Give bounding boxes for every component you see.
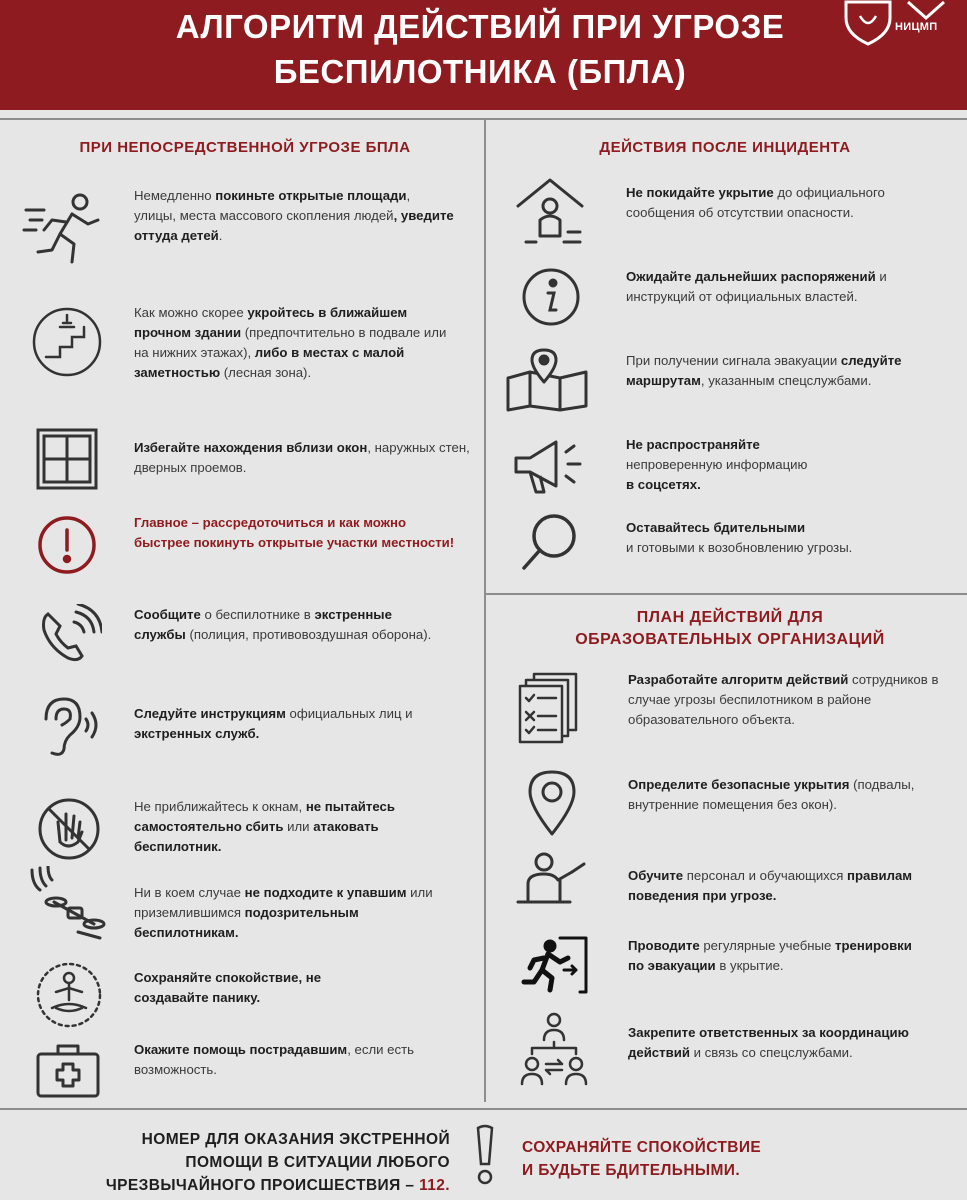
logo-text: НИЦМП [895, 21, 938, 33]
left-item-6-text: Следуйте инструкциям официальных лиц и экстренных служб. [134, 706, 413, 741]
education-title-line-2: ОБРАЗОВАТЕЛЬНЫХ ОРГАНИЗАЦИЙ [575, 631, 885, 648]
coordination-icon [518, 1010, 590, 1090]
no-hand-icon [36, 796, 102, 862]
fallen-drone-icon [28, 866, 110, 942]
first-aid-icon [36, 1042, 100, 1098]
section-title-after-incident: ДЕЙСТВИЯ ПОСЛЕ ИНЦИДЕНТА [599, 139, 851, 156]
footer-left-line-3: ЧРЕЗВЫЧАЙНОГО ПРОИСШЕСТВИЯ – 112. [105, 1177, 450, 1194]
right-bottom-item-4-text: Проводите регулярные учебные тренировки по эвакуации в укрытие. [628, 938, 912, 973]
right-top-item-5-text: Оставайтесь бдительными и готовыми к возобновлению угрозы. [626, 520, 853, 555]
footer-left-line-2: ПОМОЩИ В СИТУАЦИИ ЛЮБОГО [185, 1154, 450, 1171]
shelter-stairs-icon [30, 305, 104, 379]
footer-right-line-1: СОХРАНЯЙТЕ СПОКОЙСТВИЕ [522, 1139, 762, 1156]
left-item-9-text: Сохраняйте спокойствие, не создавайте панику. [134, 970, 322, 1005]
exclamation-icon [472, 1124, 498, 1186]
left-item-3-text: Избегайте нахождения вблизи окон, наружных стен, дверных проемов. [134, 440, 470, 475]
magnifier-icon [520, 510, 580, 574]
right-top-item-2-text: Ожидайте дальнейших распоряжений и инструкций от официальных властей. [626, 269, 887, 304]
left-item-1-text: Немедленно покиньте открытые площади, улицы, места массового скопления людей, уведите оттуда детей. [134, 188, 454, 243]
stay-calm-text [522, 1136, 761, 1182]
section-title-education-plan [500, 607, 960, 651]
left-item-7-text: Не приближайтесь к окнам, не пытайтесь самостоятельно сбить или атаковать беспилотник. [134, 799, 395, 854]
right-top-item-3-text: При получении сигнала эвакуации следуйте маршрутам, указанным спецслужбами. [626, 353, 902, 388]
right-top-item-1-text: Не покидайте укрытие до официального сообщения об отсутствии опасности. [626, 185, 885, 220]
info-icon [520, 266, 582, 328]
map-pin-icon [504, 348, 590, 412]
footer-right-line-2: И БУДЬТЕ БДИТЕЛЬНЫМИ. [522, 1162, 741, 1179]
page-title [110, 4, 850, 94]
right-bottom-item-2-text: Определите безопасные укрытия (подвалы, внутренние помещения без окон). [628, 777, 915, 812]
left-item-8-text: Ни в коем случае не подходите к упавшим или приземлившимся подозрительным беспилотникам. [134, 885, 433, 940]
location-icon [524, 768, 580, 838]
footer-left-line-1: НОМЕР ДЛЯ ОКАЗАНИЯ ЭКСТРЕННОЙ [141, 1131, 450, 1148]
checklist-icon [518, 670, 580, 746]
teacher-icon [514, 850, 588, 918]
shelter-person-icon [514, 176, 586, 248]
title-line-1: АЛГОРИТМ ДЕЙСТВИЙ ПРИ УГРОЗЕ [175, 8, 785, 45]
right-bottom-item-3-text: Обучите персонал и обучающихся правилам поведения при угрозе. [628, 868, 913, 903]
footer-divider [0, 1108, 967, 1110]
phone-icon [36, 604, 102, 666]
emergency-number-text [0, 1128, 450, 1197]
exit-icon [520, 936, 590, 996]
header-banner [0, 0, 967, 110]
title-line-2: БЕСПИЛОТНИКА (БПЛА) [273, 53, 687, 90]
running-person-icon [22, 188, 108, 270]
warning-icon [36, 514, 98, 576]
megaphone-icon [512, 436, 584, 496]
right-top-item-4-text: Не распространяйте непроверенную информацию в соцсетях. [626, 437, 808, 492]
right-bottom-item-1-text: Разработайте алгоритм действий сотрудников в случае угрозы беспилотником в районе образовательного объекта. [628, 672, 939, 727]
ear-icon [36, 693, 102, 759]
section-divider [486, 593, 967, 595]
left-item-5-text: Сообщите о беспилотнике в экстренные службы (полиция, противовоздушная оборона). [134, 607, 432, 642]
education-title-line-1: ПЛАН ДЕЙСТВИЙ ДЛЯ [636, 609, 824, 626]
right-bottom-item-5-text: Закрепите ответственных за координацию действий и связь со спецслужбами. [628, 1025, 909, 1060]
section-title-immediate-threat: ПРИ НЕПОСРЕДСТВЕННОЙ УГРОЗЕ БПЛА [79, 139, 411, 156]
left-item-2-text: Как можно скорее укройтесь в ближайшем прочном здании (предпочтительно в подвале или на нижних этажах), либо в местах с малой заметностью (лесная зона). [134, 305, 447, 380]
left-item-10-text: Окажите помощь пострадавшим, если есть возможность. [134, 1042, 415, 1077]
emergency-number: 112. [419, 1177, 450, 1194]
meditation-icon [34, 960, 104, 1030]
column-divider [484, 120, 486, 1102]
window-icon [36, 428, 98, 490]
left-item-4-text: Главное – рассредоточиться и как можно быстрее покинуть открытые участки местности! [134, 515, 455, 550]
